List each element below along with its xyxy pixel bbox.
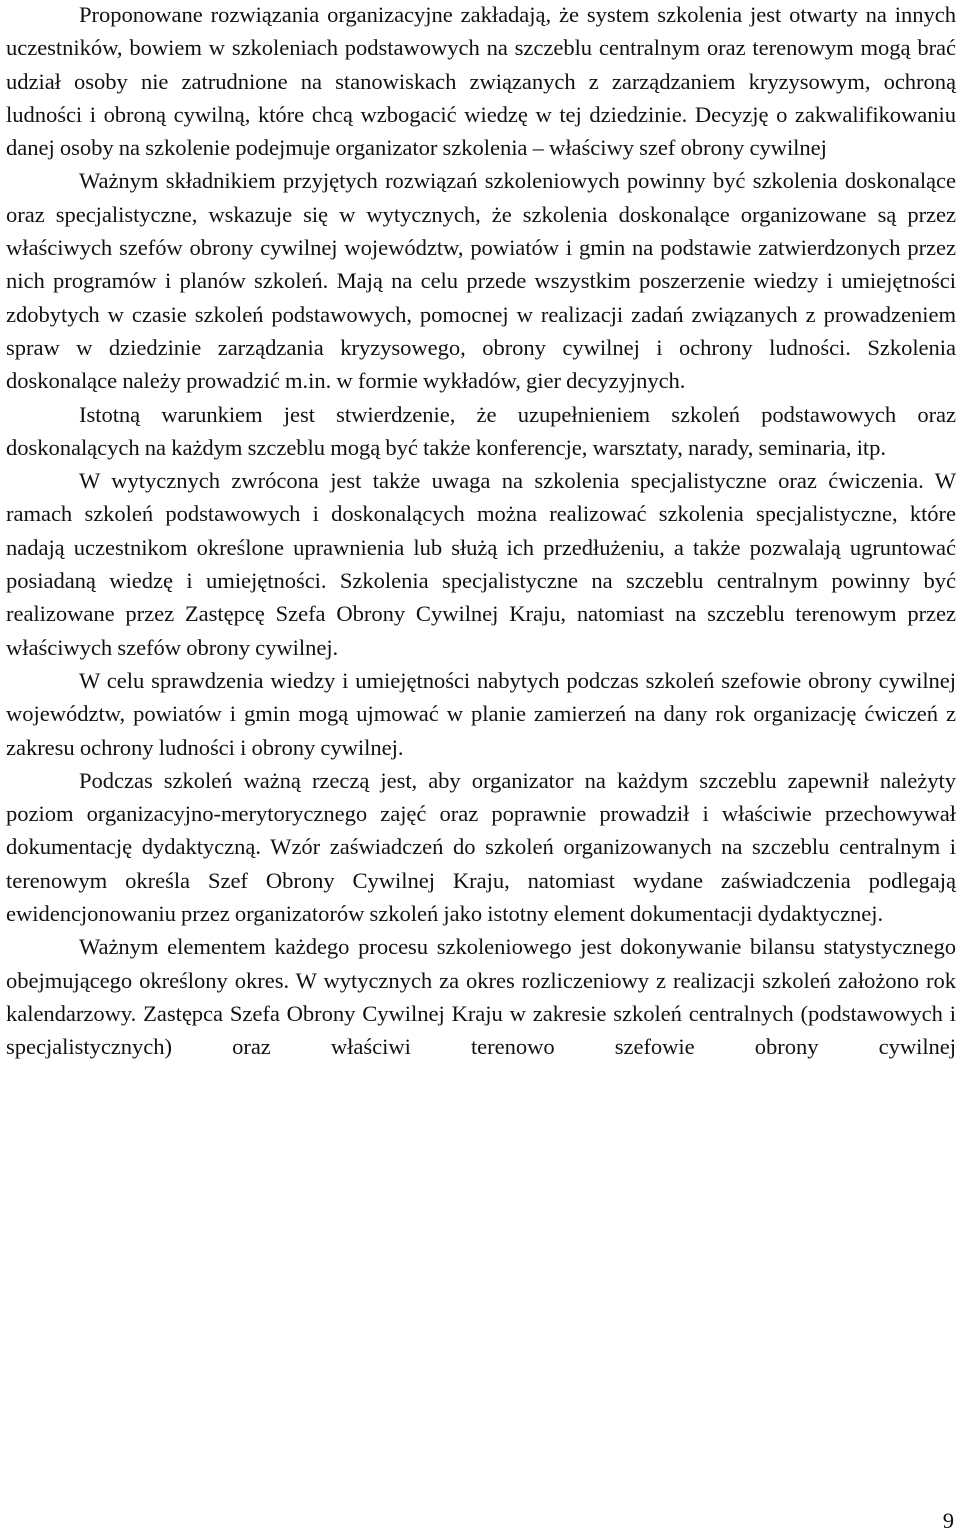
paragraph-1: Proponowane rozwiązania organizacyjne zakładają, że system szkolenia jest otwarty na innych uczestników, bowiem w szkoleniach podstawowych na szczeblu centralnym oraz terenowym mogą brać udział osoby nie zatrudnione na stanowiskach związanych z zarządzaniem kryzysowym, ochroną ludności i obroną cywilną, które chcą wzbogacić wiedzę w tej dziedzinie. Decyzję o zakwalifikowaniu danej osoby na szkolenie podejmuje organizator szkolenia – właściwy szef obrony cywilnej (6, 2, 956, 161)
paragraph-5: W celu sprawdzenia wiedzy i umiejętności nabytych podczas szkoleń szefowie obrony cywilnej województw, powiatów i gmin mogą ujmować w planie zamierzeń na dany rok organizację ćwiczeń z zakresu ochrony ludności i obrony cywilnej. (6, 667, 956, 760)
paragraph-6: Podczas szkoleń ważną rzeczą jest, aby organizator na każdym szczeblu zapewnił należyty poziom organizacyjno-merytorycznego zajęć oraz poprawnie prowadził i właściwie przechowywał dokumentację dydaktyczną. Wzór zaświadczeń do szkoleń organizowanych na szczeblu centralnym i terenowym określa Szef Obrony Cywilnej Kraju, natomiast wydane zaświadczenia podlegają ewidencjonowaniu przez organizatorów szkoleń jako istotny element dokumentacji dydaktycznej. (6, 767, 956, 927)
paragraph-4: W wytycznych zwrócona jest także uwaga na szkolenia specjalistyczne oraz ćwiczenia. W ramach szkoleń podstawowych i doskonalących można realizować szkolenia specjalistyczne, które nadają uczestnikom określone uprawnienia lub służą ich przedłużeniu, a także pozwalają ugruntować posiadaną wiedzę i umiejętności. Szkolenia specjalistyczne na szczeblu centralnym powinny być realizowane przez Zastępcę Szefa Obrony Cywilnej Kraju, natomiast na szczeblu terenowym przez właściwych szefów obrony cywilnej. (6, 468, 956, 660)
document-page (6, 0, 956, 1064)
paragraph-2: Ważnym składnikiem przyjętych rozwiązań szkoleniowych powinny być szkolenia doskonalące oraz specjalistyczne, wskazuje się w wytycznych, że szkolenia doskonalące organizowane są przez właściwych szefów obrony cywilnej województw, powiatów i gmin na podstawie zatwierdzonych przez nich programów i planów szkoleń. Mają na celu przede wszystkim poszerzenie wiedzy i umiejętności zdobytych w czasie szkoleń podstawowych, pomocnej w realizacji zadań związanych z prowadzeniem spraw w dziedzinie zarządzania kryzysowego, obrony cywilnej i ochrony ludności. Szkolenia doskonalące należy prowadzić m.in. w formie wykładów, gier decyzyjnych. (6, 168, 956, 394)
page-number: 9 (942, 1508, 954, 1533)
paragraph-3: Istotną warunkiem jest stwierdzenie, że uzupełnieniem szkoleń podstawowych oraz doskonalących na każdym szczeblu mogą być także konferencje, warsztaty, narady, seminaria, itp. (6, 401, 956, 460)
paragraph-7: Ważnym elementem każdego procesu szkoleniowego jest dokonywanie bilansu statystycznego obejmującego określony okres. W wytycznych za okres rozliczeniowy z realizacji szkoleń założono rok kalendarzowy. Zastępca Szefa Obrony Cywilnej Kraju w zakresie szkoleń centralnych (podstawowych i specjalistycznych) oraz właściwi terenowo szefowie obrony cywilnej (6, 934, 956, 1060)
